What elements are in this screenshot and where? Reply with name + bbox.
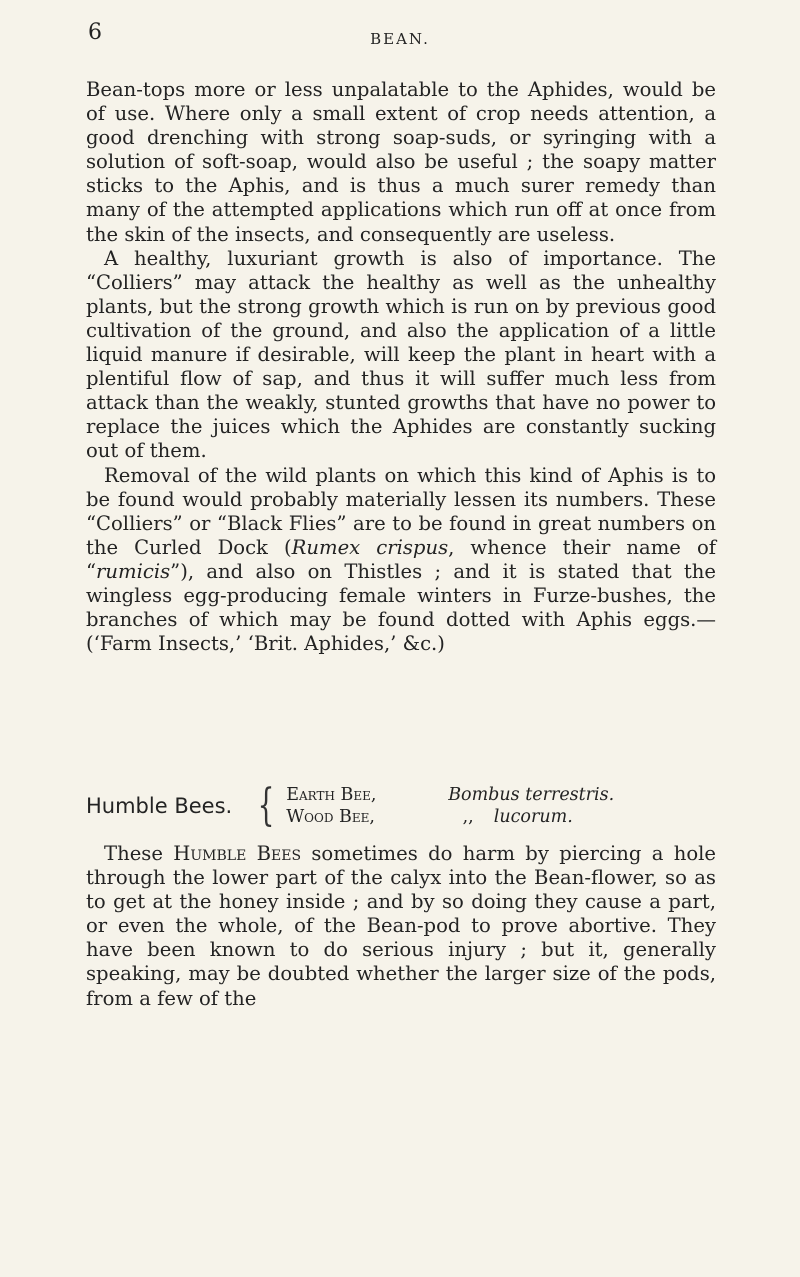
paragraph-4-text-a: These [104,842,174,865]
page-number: 6 [88,20,102,45]
species-latin-epithet: lucorum. [493,807,573,827]
paragraph-1: Bean-tops more or less unpalatable to the Aphides, would be of use. Where only a small extent of crop needs attention, a good drenching with strong soap-suds, or syringing with a solution of soft-soap, would also be useful ; the soapy matter sticks to the Aphis, and is thus a much surer remedy than many of the attempted applications which run off at once from the skin of the insects, and consequently are useless. [86,78,716,246]
species-row [286,784,614,806]
species-common-name: Earth Bee, [286,785,377,805]
paragraph-4 [86,842,716,1011]
species-common-name: Wood Bee, [286,807,375,827]
species-latin-name: Bombus terrestris. [448,785,615,805]
section-heading [86,780,615,831]
running-head: BEAN. [370,30,430,48]
section-body [86,842,716,1011]
latin-name-rumicis: rumicis [96,559,171,583]
paragraph-3 [86,464,716,657]
latin-name-rumex: Rumex crispus [291,535,449,559]
body-text [86,78,716,656]
paragraph-4-text-b: sometimes do harm by piercing a hole through the lower part of the calyx into the Bean-flower, so as to get at the honey inside ; and by so doing they cause a part, or even the whole, of the Bean-pod to prove abortive. They have been known to do serious injury ; but it, generally speaking, may be doubted whether the larger size of the pods, from a few of the [86,842,717,1010]
section-title: Humble Bees. [86,794,233,818]
humble-bees-smallcaps: Humble Bees [173,842,302,865]
brace-icon: { [257,780,275,831]
species-list [286,784,614,828]
paragraph-3-text-a: Removal of the wild plants on which this kind of Aphis is to be found would probably materially lessen its numbers. These “Colliers” or “Black Flies” are to be found in great numbers on the Curled Dock ( [86,463,716,559]
ditto-mark: ,, [462,807,474,827]
species-row [286,806,614,828]
species-latin-name [448,806,573,828]
paragraph-3-text-c: ”), and also on Thistles ; and it is stated that the wingless egg-producing female winters in Furze-bushes, the branches of which may be found dotted with Aphis eggs.—(‘Farm Insects,’ ‘Brit. Aphides,’ &c.) [86,559,716,656]
paragraph-2: A healthy, luxuriant growth is also of importance. The “Colliers” may attack the healthy as well as the unhealthy plants, but the strong growth which is run on by previous good cultivation of the ground, and also the application of a little liquid manure if desirable, will keep the plant in heart with a plentiful flow of sap, and thus it will suffer much less from attack than the weakly, stunted growths that have no power to replace the juices which the Aphides are constantly sucking out of them. [86,246,716,463]
paragraph-3-text-b: , whence their name of “ [86,535,716,583]
